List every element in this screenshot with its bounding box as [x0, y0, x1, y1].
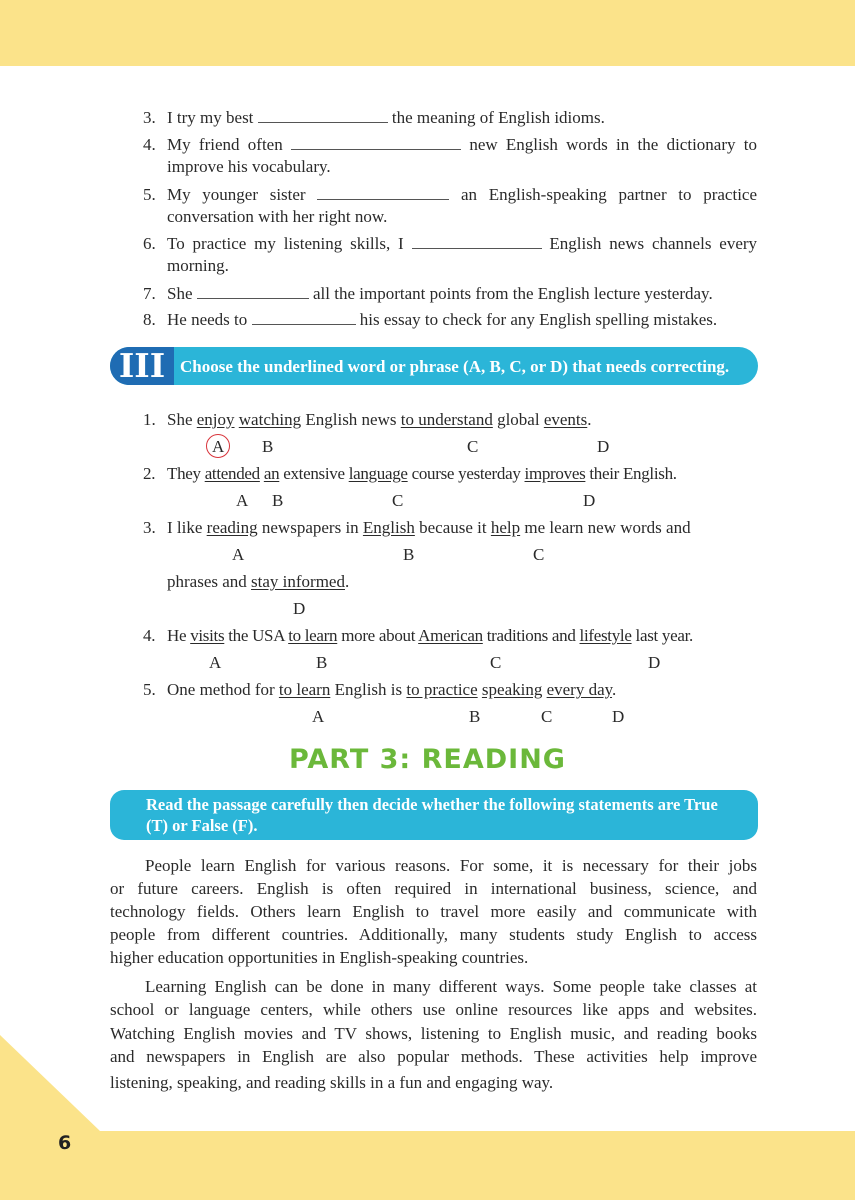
question-1: 1. She enjoy watching English news to understand global events.	[143, 410, 592, 429]
question-5: 5. One method for to learn English is to practice speaking every day.	[143, 680, 617, 699]
question-3: 3. I like reading newspapers in English because it help me learn new words and	[143, 518, 691, 537]
fill-in-item: 7. She all the important points from the English lecture yesterday.	[143, 284, 713, 303]
corner-decoration	[0, 1035, 100, 1131]
option-d[interactable]: D	[293, 599, 306, 618]
option-b[interactable]: B	[403, 545, 415, 564]
passage-line: people from different countries. Additionally, many students study English to access	[110, 925, 757, 944]
section-instruction: Choose the underlined word or phrase (A, B, C, or D) that needs correcting.	[180, 357, 730, 376]
fill-in-item: 6. To practice my listening skills, I English news channels every	[143, 234, 758, 253]
option-c[interactable]: C	[392, 491, 404, 510]
fill-in-item: 8. He needs to his essay to check for any English spelling mistakes.	[143, 310, 718, 329]
option-b[interactable]: B	[272, 491, 284, 510]
option-a[interactable]: A	[312, 707, 325, 726]
option-d[interactable]: D	[648, 653, 661, 672]
question-2: 2. They attended an extensive language course yesterday improves their English.	[143, 464, 677, 483]
option-c[interactable]: C	[490, 653, 502, 672]
passage-line: listening, speaking, and reading skills in a fun and engaging way.	[110, 1073, 554, 1092]
option-a[interactable]: A	[236, 491, 249, 510]
passage-line: technology fields. Others learn English to travel more easily and communicate with	[110, 902, 757, 921]
option-b[interactable]: B	[469, 707, 481, 726]
passage-line: higher education opportunities in English-speaking countries.	[110, 948, 529, 967]
answer-blank[interactable]	[258, 107, 388, 123]
option-c[interactable]: C	[541, 707, 553, 726]
passage-line: or future careers. English is often required in international business, science, and	[110, 879, 757, 898]
fill-in-item: 4. My friend often new English words in the dictionary to	[143, 135, 758, 154]
page-number: 6	[58, 1132, 72, 1154]
header-band	[0, 0, 855, 66]
option-d[interactable]: D	[612, 707, 625, 726]
passage-line: People learn English for various reasons. For some, it is necessary for their jobs	[145, 856, 757, 875]
answer-blank[interactable]	[412, 233, 542, 249]
passage-line: Learning English can be done in many different ways. Some people take classes at	[145, 977, 757, 996]
option-d[interactable]: D	[597, 437, 610, 456]
answer-blank[interactable]	[252, 309, 356, 325]
fill-in-continuation: conversation with her right now.	[167, 207, 388, 226]
passage-line: and newspapers in English are also popular methods. These activities help improve	[110, 1047, 757, 1066]
option-b[interactable]: B	[316, 653, 328, 672]
footer-band	[0, 1131, 855, 1200]
question-3-continuation: phrases and stay informed.	[167, 572, 350, 591]
fill-in-continuation: improve his vocabulary.	[167, 157, 331, 176]
question-4: 4. He visits the USA to learn more about American traditions and lifestyle last year.	[143, 626, 693, 645]
option-a[interactable]: A	[212, 437, 225, 456]
option-a[interactable]: A	[209, 653, 222, 672]
answer-blank[interactable]	[291, 134, 461, 150]
section-numeral: III	[110, 347, 174, 385]
option-c[interactable]: C	[467, 437, 479, 456]
passage-line: school or language centers, while others use online resources like apps and websites.	[110, 1000, 757, 1019]
fill-in-item: 3. I try my best the meaning of English idioms.	[143, 108, 605, 127]
reading-instruction: Read the passage carefully then decide whether the following statements are True (T) or False (F).	[146, 795, 718, 835]
option-b[interactable]: B	[262, 437, 274, 456]
option-d[interactable]: D	[583, 491, 596, 510]
option-c[interactable]: C	[533, 545, 545, 564]
fill-in-continuation: morning.	[167, 256, 229, 275]
fill-in-item: 5. My younger sister an English-speaking partner to practice	[143, 185, 758, 204]
option-a[interactable]: A	[232, 545, 245, 564]
answer-blank[interactable]	[197, 283, 309, 299]
passage-line: Watching English movies and TV shows, listening to English music, and reading books	[110, 1024, 757, 1043]
answer-blank[interactable]	[317, 184, 449, 200]
part-title: PART 3: READING	[289, 744, 566, 775]
